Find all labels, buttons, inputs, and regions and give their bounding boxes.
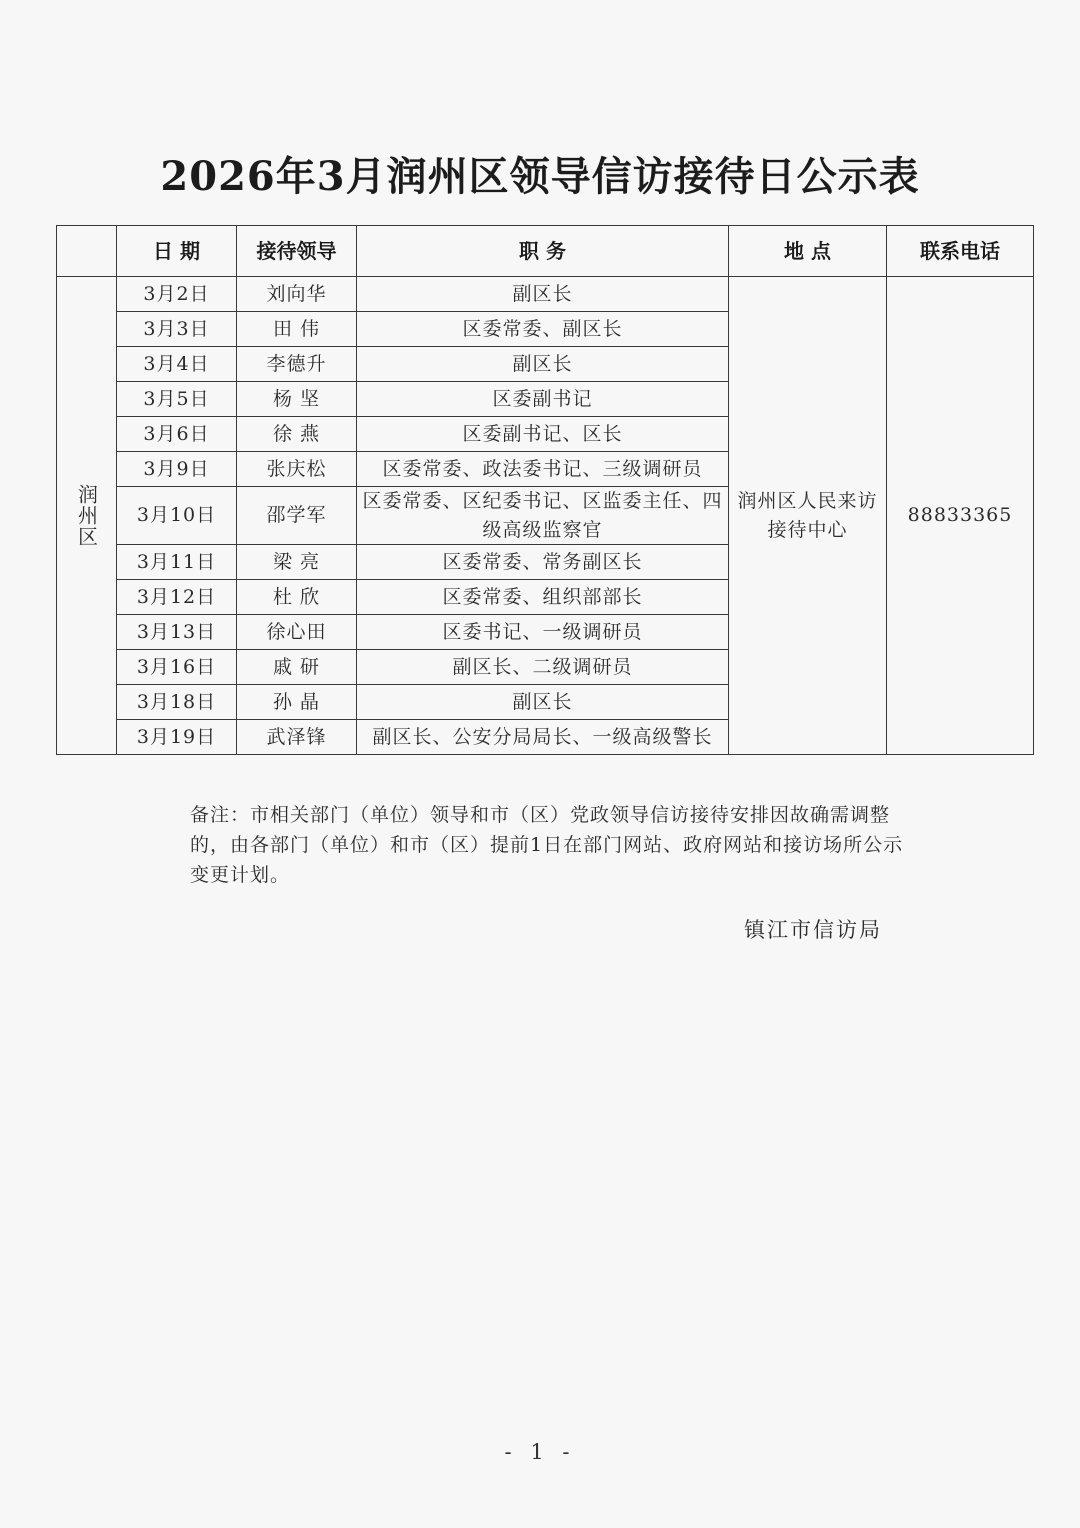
- leader-cell: 张庆松: [237, 452, 357, 487]
- header-place: 地 点: [729, 226, 887, 277]
- duty-cell: 区委副书记、区长: [357, 417, 729, 452]
- date-cell: 3月9日: [117, 452, 237, 487]
- duty-cell: 副区长: [357, 277, 729, 312]
- date-cell: 3月11日: [117, 545, 237, 580]
- duty-cell: 副区长: [357, 685, 729, 720]
- district-cell: 润州区: [57, 277, 117, 755]
- duty-cell: 区委书记、一级调研员: [357, 615, 729, 650]
- date-cell: 3月2日: [117, 277, 237, 312]
- leader-cell: 梁 亮: [237, 545, 357, 580]
- phone-cell: 88833365: [887, 277, 1034, 755]
- date-cell: 3月10日: [117, 487, 237, 545]
- leader-cell: 李德升: [237, 347, 357, 382]
- header-duty: 职 务: [357, 226, 729, 277]
- table-header-row: [57, 226, 1034, 277]
- duty-cell: 区委副书记: [357, 382, 729, 417]
- leader-cell: 杨 坚: [237, 382, 357, 417]
- date-cell: 3月13日: [117, 615, 237, 650]
- duty-cell: 副区长、公安分局局长、一级高级警长: [357, 720, 729, 755]
- date-cell: 3月16日: [117, 650, 237, 685]
- leader-cell: 戚 研: [237, 650, 357, 685]
- leader-cell: 田 伟: [237, 312, 357, 347]
- date-cell: 3月19日: [117, 720, 237, 755]
- remark-note: [190, 800, 916, 890]
- duty-cell: 副区长、二级调研员: [357, 650, 729, 685]
- leader-cell: 邵学军: [237, 487, 357, 545]
- date-cell: 3月5日: [117, 382, 237, 417]
- leader-cell: 杜 欣: [237, 580, 357, 615]
- date-cell: 3月12日: [117, 580, 237, 615]
- leader-cell: 刘向华: [237, 277, 357, 312]
- issuer-signature: 镇江市信访局: [744, 918, 882, 942]
- leader-cell: 武泽锋: [237, 720, 357, 755]
- leader-cell: 徐心田: [237, 615, 357, 650]
- header-district: [57, 226, 117, 277]
- duty-cell: 区委常委、政法委书记、三级调研员: [357, 452, 729, 487]
- duty-cell: 区委常委、区纪委书记、区监委主任、四级高级监察官: [357, 487, 729, 545]
- remark-text: 备注：市相关部门（单位）领导和市（区）党政领导信访接待安排因故确需调整的，由各部门（单位）和市（区）提前1日在部门网站、政府网站和接访场所公示变更计划。: [190, 804, 904, 886]
- table-row: [57, 277, 1034, 312]
- date-cell: 3月4日: [117, 347, 237, 382]
- header-leader: 接待领导: [237, 226, 357, 277]
- leader-cell: 徐 燕: [237, 417, 357, 452]
- header-date: 日 期: [117, 226, 237, 277]
- date-cell: 3月6日: [117, 417, 237, 452]
- duty-cell: 区委常委、组织部部长: [357, 580, 729, 615]
- duty-cell: 副区长: [357, 347, 729, 382]
- header-phone: 联系电话: [887, 226, 1034, 277]
- schedule-table: [56, 225, 1034, 755]
- leader-cell: 孙 晶: [237, 685, 357, 720]
- duty-cell: 区委常委、副区长: [357, 312, 729, 347]
- place-cell: 润州区人民来访接待中心: [729, 277, 887, 755]
- page-title: 2026年3月润州区领导信访接待日公示表: [160, 153, 920, 200]
- page-number: - 1 -: [504, 1440, 576, 1464]
- date-cell: 3月18日: [117, 685, 237, 720]
- duty-cell: 区委常委、常务副区长: [357, 545, 729, 580]
- date-cell: 3月3日: [117, 312, 237, 347]
